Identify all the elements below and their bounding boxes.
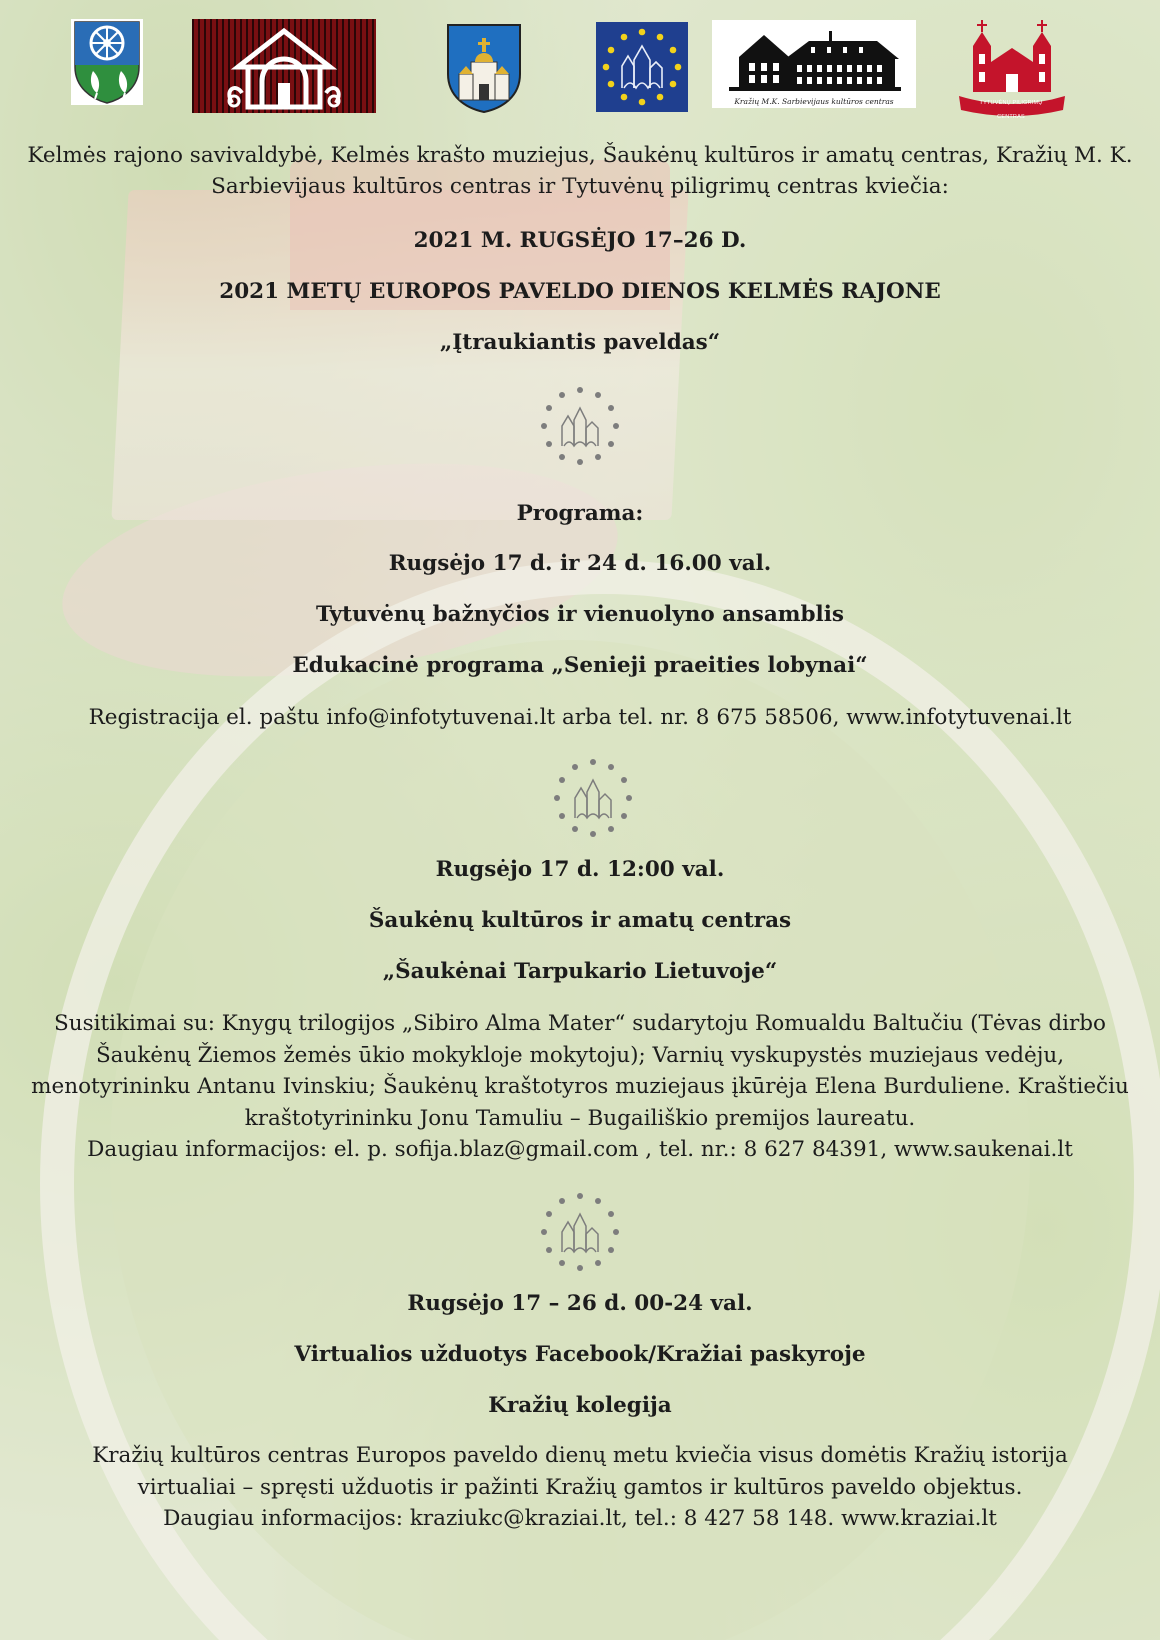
logos-row (0, 18, 1160, 118)
intro-line-2: Sarbievijaus kultūros centras ir Tytuvėnų piligrimų centras kviečia: (211, 174, 949, 199)
program-label: Programa: (516, 501, 644, 526)
event-3-time: Rugsėjo 17 – 26 d. 00-24 val. (407, 1291, 753, 1316)
heritage-separator-icon (540, 1192, 620, 1276)
event-1-registration: Registracija el. paštu info@infotytuvenai.lt arba tel. nr. 8 675 58506, www.infotytuvenai.lt (88, 705, 1072, 730)
event-2-place: Šaukėnų kultūros ir amatų centras (368, 908, 792, 933)
event-1-place: Tytuvėnų bažnyčios ir vienuolyno ansamblis (316, 602, 844, 627)
intro-line-1: Kelmės rajono savivaldybė, Kelmės krašto muziejus, Šaukėnų kultūros ir amatų centras, Kražių M. K. (27, 143, 1133, 168)
pilgrim-logo-caption: TYTUVĖNŲ PILIGRIMŲ CENTRAS (979, 100, 1043, 120)
kelme-coat-of-arms (71, 19, 143, 105)
event-2-title: „Šaukėnai Tarpukario Lietuvoje“ (382, 959, 778, 984)
event-2-contacts: Daugiau informacijos: el. p. sofija.blaz@gmail.com , tel. nr.: 8 627 84391, www.saukenai.lt (87, 1137, 1073, 1162)
event-1-title: Edukacinė programa „Senieji praeities lobynai“ (292, 653, 868, 678)
event-3-description: Kražių kultūros centras Europos paveldo dienų metu kviečia visus domėtis Kražių istorija virtualiai – spręsti užduotis ir pažinti Kražių gamtos ir kultūros paveldo objektus. (92, 1443, 1068, 1500)
kelme-museum-logo (192, 19, 376, 113)
tytuvenai-coat-of-arms (445, 22, 523, 114)
event-motto: „Įtraukiantis paveldas“ (439, 330, 721, 355)
event-3-title: Kražių kolegija (488, 1393, 672, 1418)
kraziai-culture-centre-logo (712, 20, 916, 108)
heritage-separator-icon (553, 758, 633, 842)
european-heritage-days-logo (596, 22, 688, 112)
event-3-place: Virtualios užduotys Facebook/Kražiai paskyroje (294, 1342, 866, 1367)
event-2-time: Rugsėjo 17 d. 12:00 val. (435, 857, 725, 882)
page-title: 2021 METŲ EUROPOS PAVELDO DIENOS KELMĖS RAJONE (219, 279, 941, 304)
heritage-separator-icon (540, 386, 620, 470)
kraziai-logo-caption: Kražių M.K. Sarbievijaus kultūros centras (734, 97, 894, 106)
event-date-range: 2021 M. RUGSĖJO 17–26 D. (413, 228, 747, 253)
event-3-contacts: Daugiau informacijos: kraziukc@kraziai.lt, tel.: 8 427 58 148. www.kraziai.lt (163, 1506, 997, 1531)
event-1-time: Rugsėjo 17 d. ir 24 d. 16.00 val. (388, 551, 772, 576)
tytuvenai-pilgrim-centre-logo (955, 18, 1069, 120)
event-2-description: Susitikimai su: Knygų trilogijos „Sibiro Alma Mater“ sudarytoju Romualdu Baltučiu (Tėvas dirbo Šaukėnų Žiemos žemės ūkio mokykloje mokytoju); Varnių vyskupystės muziejaus vedėju, menotyrininku Antanu Ivinskiu; Šaukėnų kraštotyros muziejaus įkūrėja Elena Burduliene. Kraštiečiu kraštotyrininku Jonu Tamuliu – Bugailiškio premijos laureatu. (31, 1011, 1129, 1131)
